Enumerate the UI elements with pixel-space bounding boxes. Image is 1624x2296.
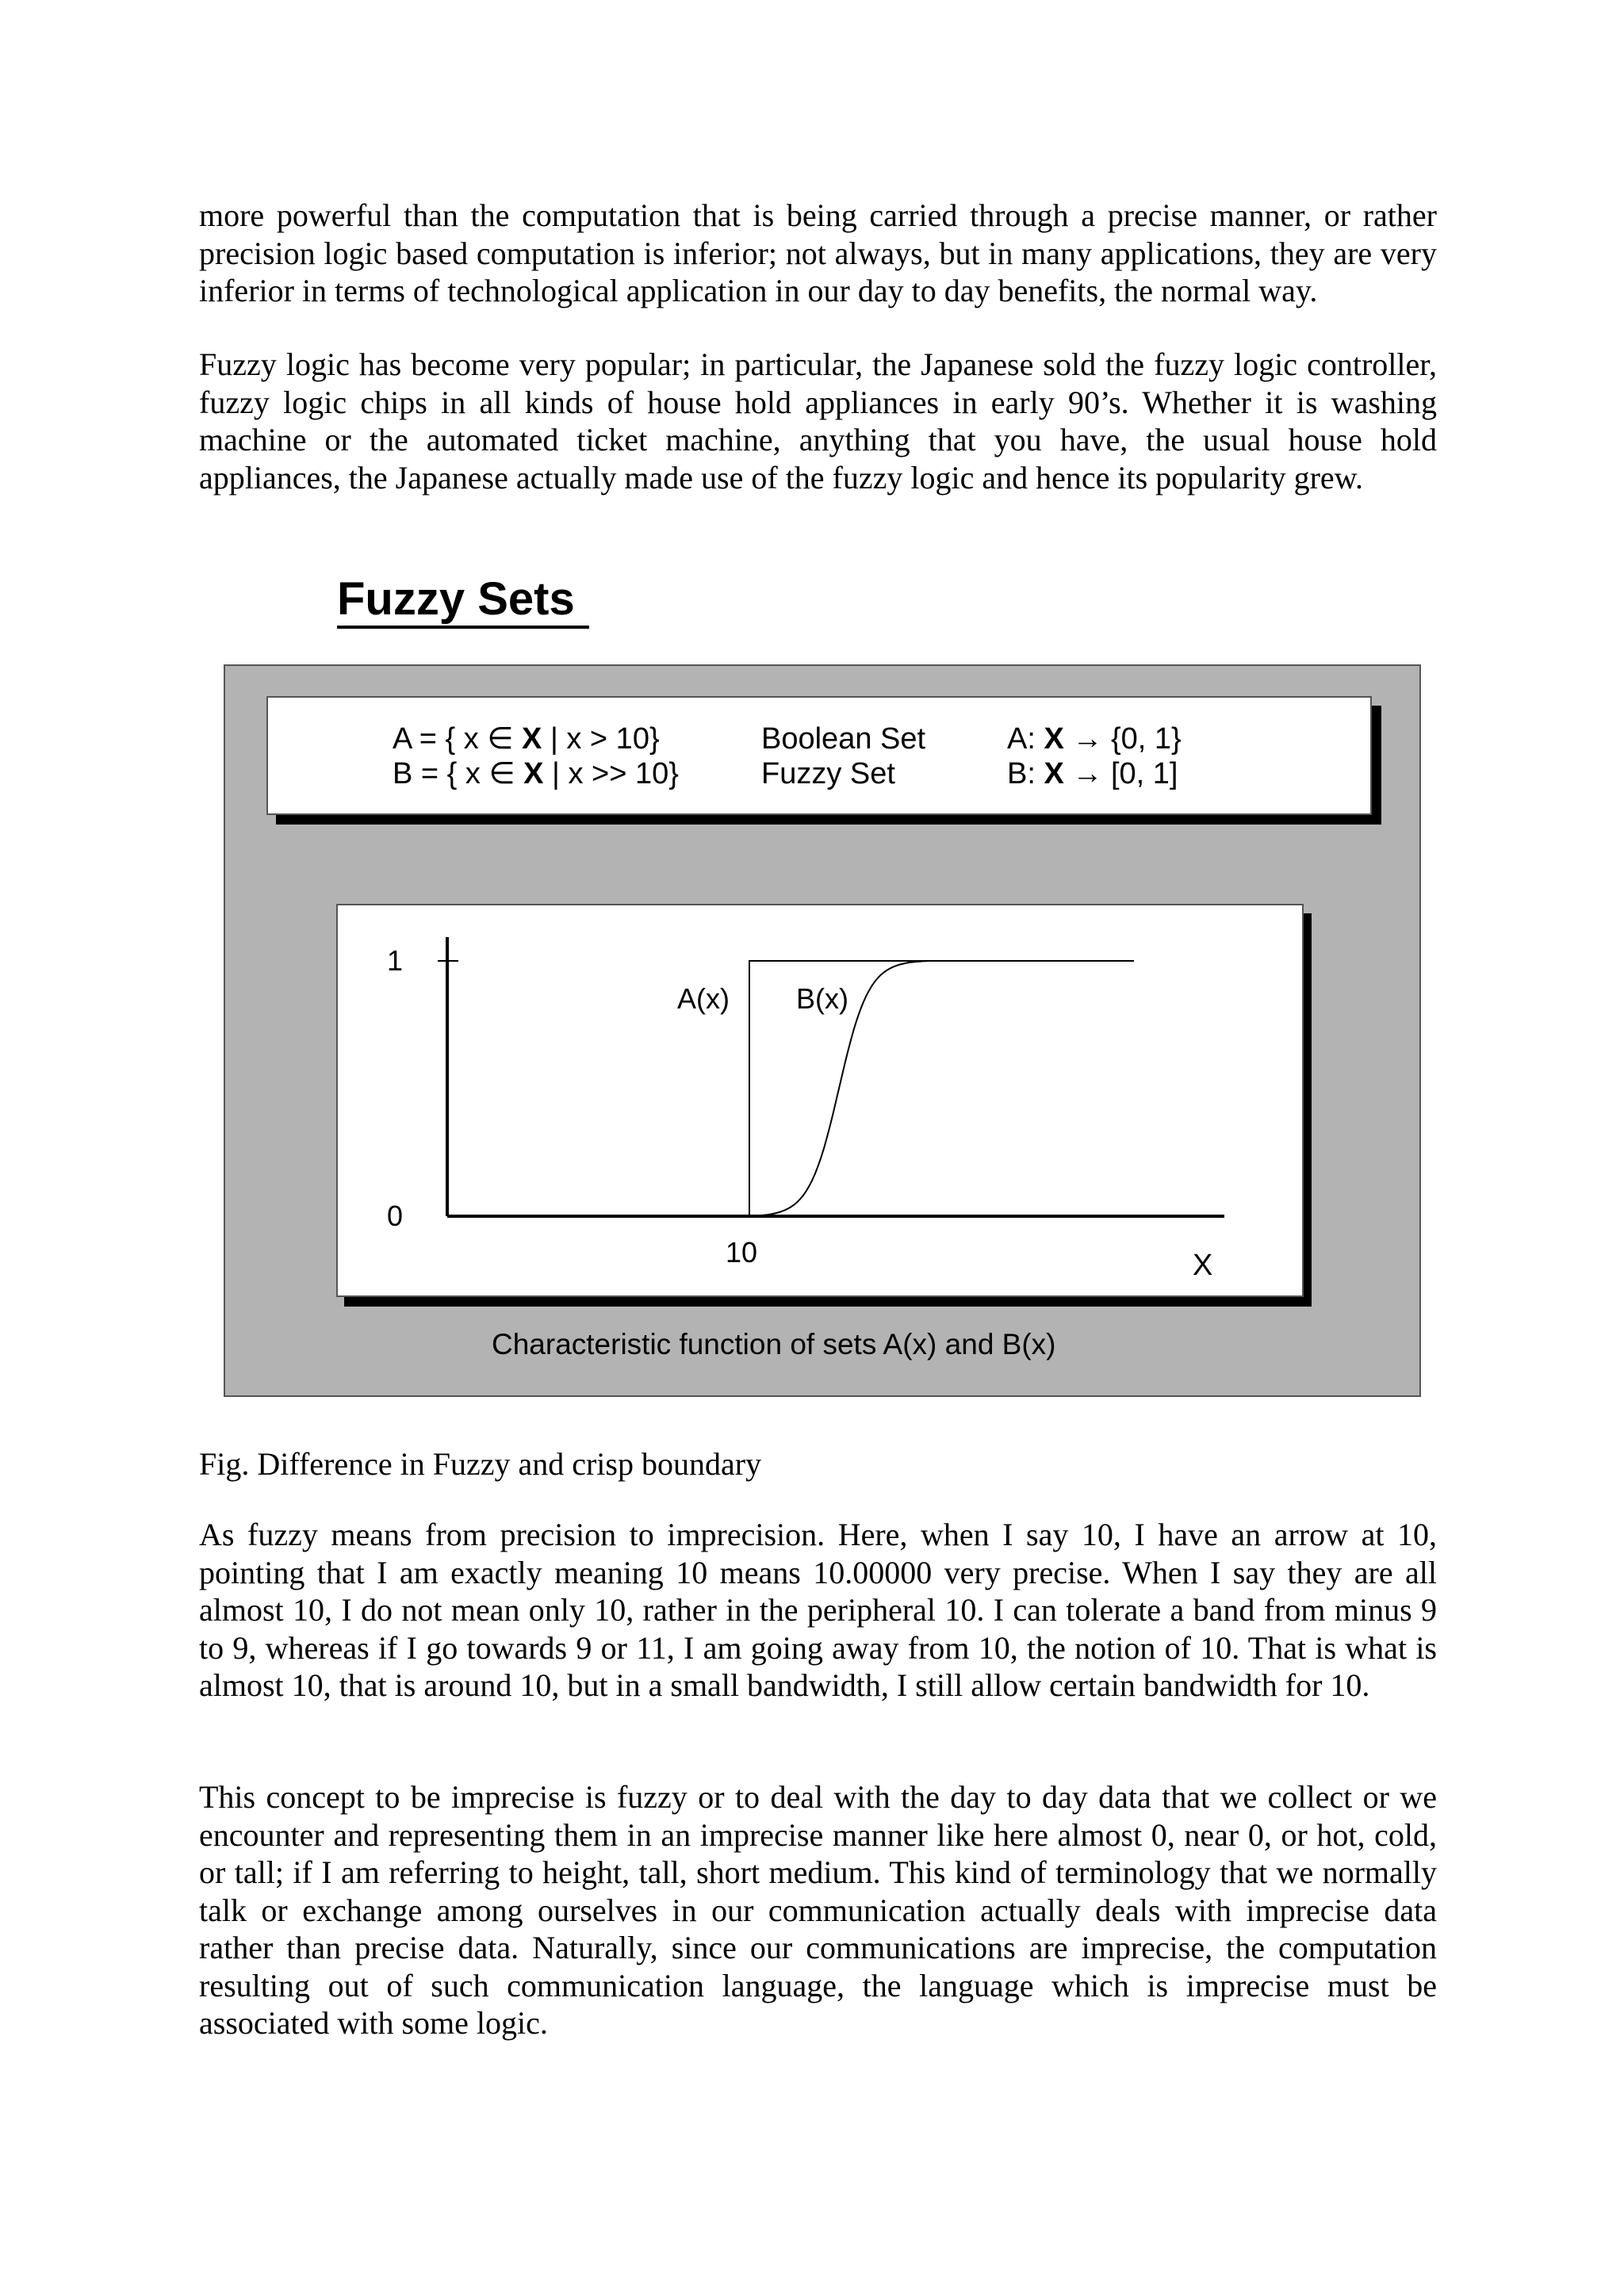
y-tick-label-1: 1 bbox=[387, 944, 404, 977]
chart-card bbox=[336, 904, 1304, 1297]
set-b-universe: X bbox=[523, 757, 544, 790]
paragraph-3: As fuzzy means from precision to imprecision. Here, when I say 10, I have an arrow at 10, pointing that I am exactly meaning 10 means 10.00000 very precise. When I say they are all almost 10, I do not mean only 10, rather in the peripheral 10. I can tolerate a band from minus 9 to 9, whereas if I go towards 9 or 11, I am going away from 10, the notion of 10. That is what is almost 10, that is around 10, but in a small bandwidth, I still allow certain bandwidth for 10. bbox=[199, 1517, 1437, 1703]
set-b-kind: Fuzzy Set bbox=[761, 757, 895, 790]
series-b-label: B(x) bbox=[796, 982, 848, 1015]
definitions-card bbox=[266, 696, 1372, 815]
set-b-map-prefix: B: bbox=[1007, 757, 1044, 790]
set-b-mapping bbox=[1007, 756, 1178, 791]
series-a-label: A(x) bbox=[677, 982, 730, 1015]
paragraph-2: Fuzzy logic has become very popular; in particular, the Japanese sold the fuzzy logic controller, fuzzy logic chips in all kinds of house hold appliances in early 90’s. Whether it is washing machine or the automated ticket machine, anything that you have, the usual house hold appliances, the Japanese actually made use of the fuzzy logic and hence its popularity grew. bbox=[199, 346, 1437, 496]
set-a-universe: X bbox=[522, 722, 542, 756]
figure-panel bbox=[224, 664, 1421, 1397]
set-b-definition bbox=[393, 756, 679, 791]
set-b-map-universe: X bbox=[1044, 757, 1064, 790]
set-b-map-suffix: → [0, 1] bbox=[1063, 757, 1178, 790]
set-a-map-universe: X bbox=[1044, 722, 1064, 756]
x-axis-label: X bbox=[1193, 1249, 1213, 1282]
set-a-map-suffix: → {0, 1} bbox=[1063, 722, 1182, 756]
set-b-suffix: | x >> 10} bbox=[543, 757, 679, 790]
figure-caption: Fig. Difference in Fuzzy and crisp boundary bbox=[199, 1446, 762, 1482]
set-a-definition bbox=[393, 721, 660, 756]
paragraph-4: This concept to be imprecise is fuzzy or to deal with the day to day data that we collect or we encounter and representing them in an imprecise manner like here almost 0, near 0, or hot, cold, or tall; if I am referring to height, tall, short medium. This kind of terminology that we normally talk or exchange among ourselves in our communication actually deals with imprecise data rather than precise data. Naturally, since our communications are imprecise, the computation resulting out of such communication language, the language which is imprecise must be associated with some logic. bbox=[199, 1779, 1437, 2041]
set-a-suffix: | x > 10} bbox=[542, 722, 660, 756]
set-a-kind: Boolean Set bbox=[761, 722, 926, 756]
set-b-prefix: B = { x ∈ bbox=[393, 757, 524, 790]
set-a-map-prefix: A: bbox=[1007, 722, 1044, 756]
set-a-mapping bbox=[1007, 721, 1182, 756]
chart-caption: Characteristic function of sets A(x) and B(x) bbox=[492, 1328, 1056, 1360]
paragraph-1: more powerful than the computation that is being carried through a precise manner, or rather precision logic based computation is inferior; not always, but in many applications, they are very inferior in terms of technological application in our day to day benefits, the normal way. bbox=[199, 197, 1437, 308]
set-a-prefix: A = { x ∈ bbox=[393, 722, 523, 756]
figure-title: Fuzzy Sets bbox=[337, 575, 589, 629]
x-tick-label: 10 bbox=[726, 1236, 758, 1269]
y-tick-label-0: 0 bbox=[387, 1200, 404, 1232]
characteristic-function-chart bbox=[338, 905, 1302, 1295]
